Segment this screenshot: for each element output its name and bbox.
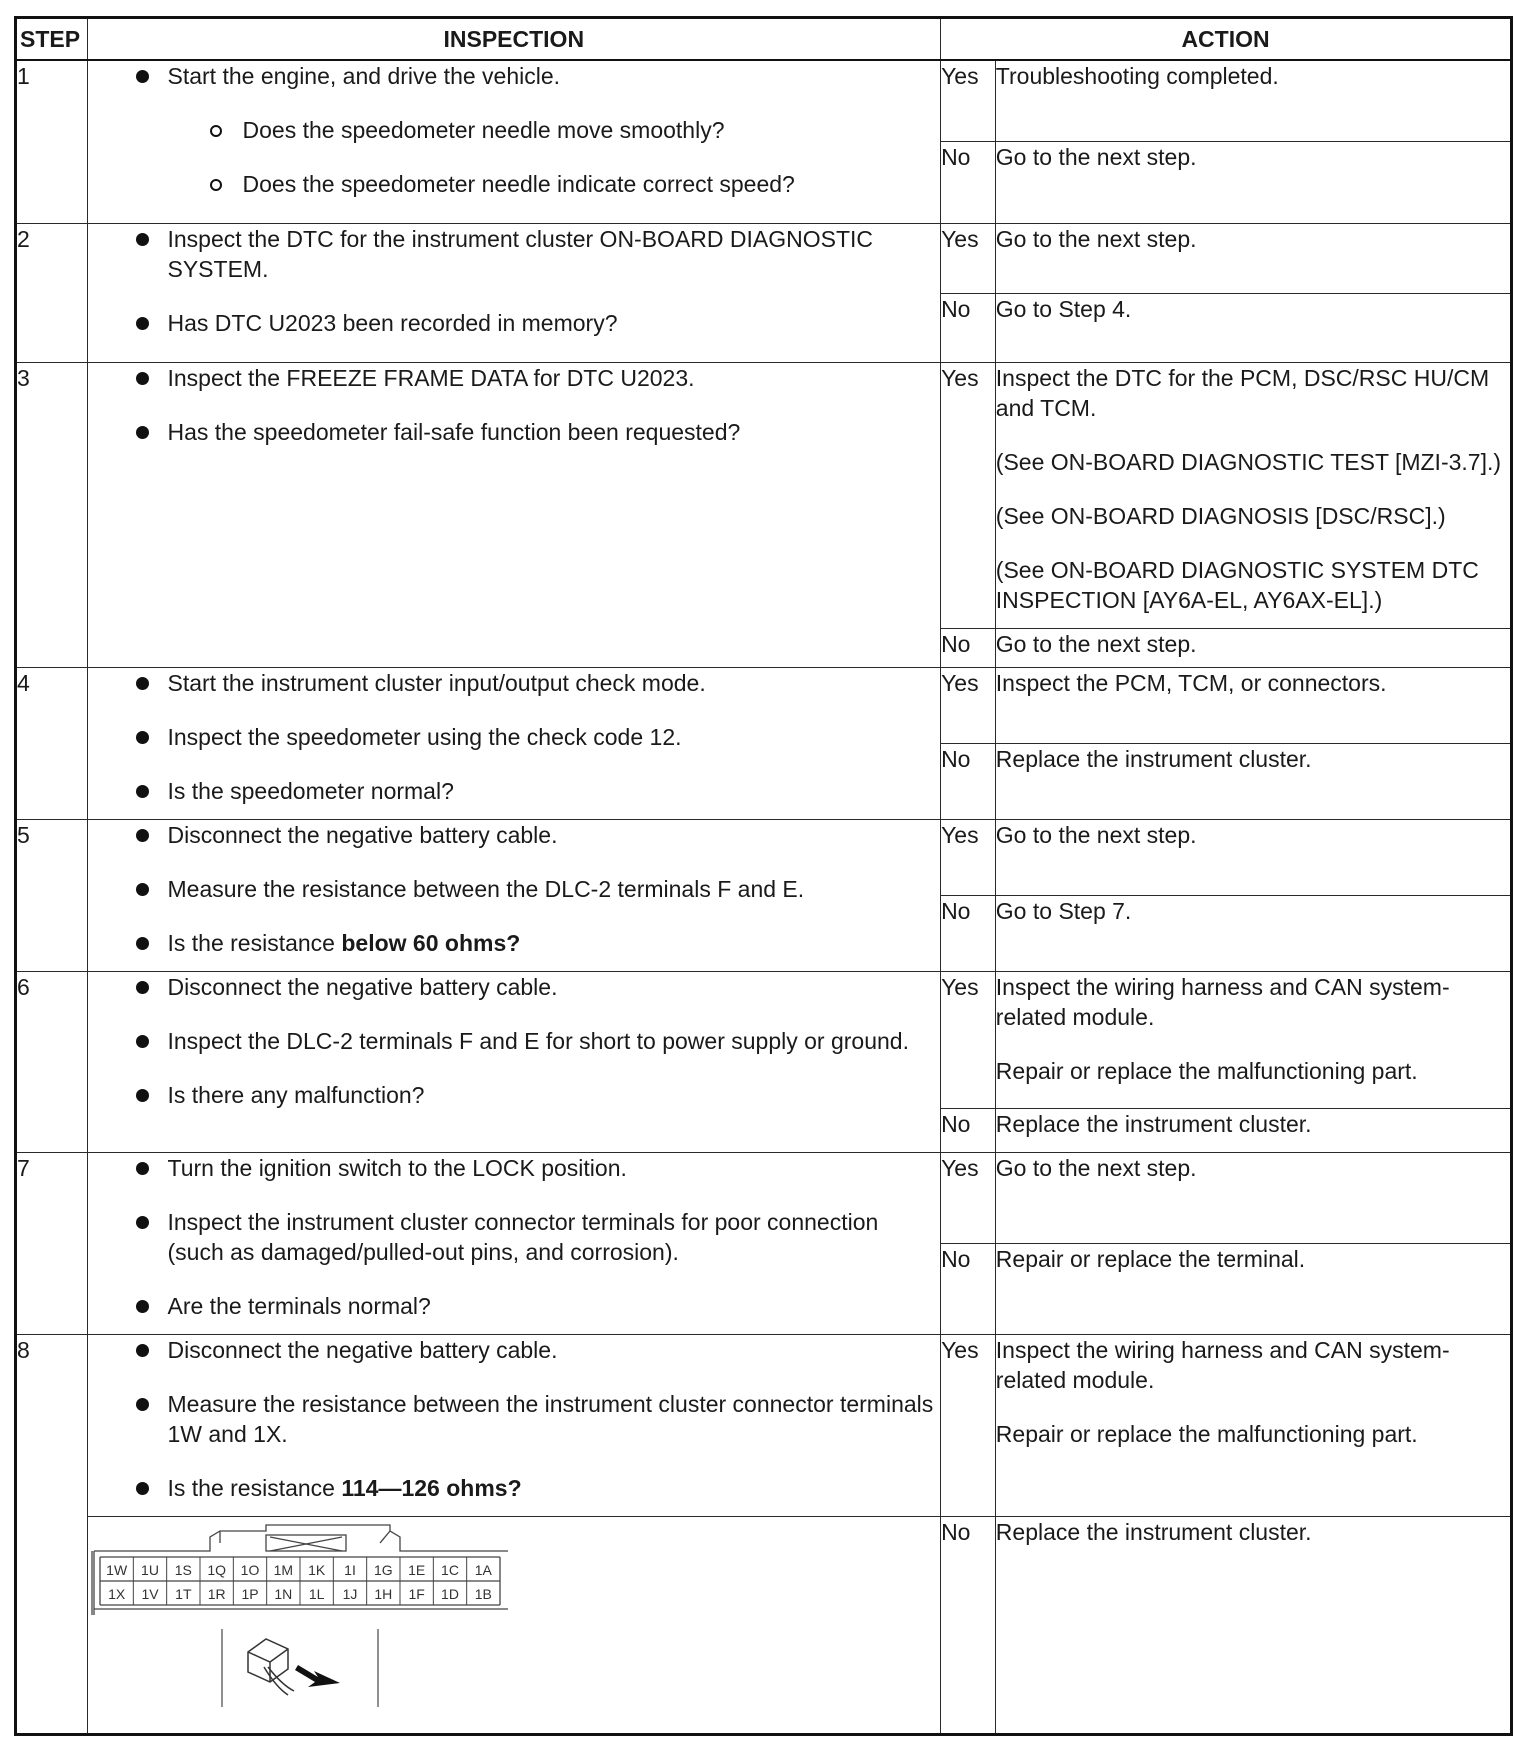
yes-action [995,668,1511,744]
step-1-row [16,60,1512,142]
connector-pin-label: 1D [440,1586,459,1602]
no-label: No [941,142,996,224]
action-text: Repair or replace the malfunctioning part. [995,1058,1418,1084]
no-action [995,293,1511,363]
bullet: Start the engine, and drive the vehicle. [88,61,941,91]
yes-action [995,224,1511,294]
connector-pin-label: 1O [240,1562,259,1578]
bullet: Inspect the speedometer using the check code 12. [88,722,941,752]
step-number: 7 [16,1153,88,1335]
action-text: Replace the instrument cluster. [995,746,1312,772]
step-inspection [87,224,941,363]
connector-diagram [88,1517,508,1727]
action-text: Inspect the wiring harness and CAN system-related module. [995,974,1450,1030]
step-number: 4 [16,668,88,820]
connector-pin-label: 1V [140,1586,159,1602]
step-7-row [16,1153,1512,1244]
step-2-row [16,224,1512,294]
connector-pin-label: 1R [207,1586,226,1602]
action-text: (See ON-BOARD DIAGNOSIS [DSC/RSC].) [995,503,1446,529]
step-8-row [16,1335,1512,1517]
step-number: 5 [16,820,88,972]
sub-bullet: Does the speedometer needle indicate correct speed? [88,169,941,199]
connector-pin-label: 1B [474,1586,492,1602]
yes-action [995,820,1511,896]
no-action [995,896,1511,972]
connector-pin-label: 1C [440,1562,459,1578]
connector-pin-label: 1W [105,1562,127,1578]
action-text: Go to Step 7. [995,898,1132,924]
step-number: 6 [16,972,88,1153]
no-label: No [941,629,996,668]
bullet: Inspect the DTC for the instrument cluster ON-BOARD DIAGNOSTIC SYSTEM. [88,224,941,284]
connector-pin-label: 1I [343,1562,356,1578]
yes-label: Yes [941,668,996,744]
step-inspection [87,363,941,668]
bullet: Inspect the instrument cluster connector terminals for poor connection (such as damaged/pulled-out pins, and corrosion). [88,1207,941,1267]
yes-action [995,363,1511,629]
step-5-row [16,820,1512,896]
action-text: Inspect the wiring harness and CAN system-related module. [995,1337,1450,1393]
connector-pin-label: 1F [407,1586,425,1602]
connector-pin-label: 1J [342,1586,357,1602]
connector-pin-label: 1H [373,1586,392,1602]
sub-bullet: Does the speedometer needle move smoothly? [88,115,941,145]
question-bullet: Is the resistance below 60 ohms? [88,928,941,958]
connector-pin-label: 1Q [206,1562,226,1578]
connector-pin-label: 1G [373,1562,393,1578]
yes-label: Yes [941,224,996,294]
action-text: (See ON-BOARD DIAGNOSTIC SYSTEM DTC INSPECTION [AY6A-EL, AY6AX-EL].) [995,557,1479,613]
yes-action [995,1153,1511,1244]
connector-pin-label: 1T [174,1586,192,1602]
bullet: Is there any malfunction? [88,1080,941,1110]
connector-icon [248,1639,294,1695]
no-action [995,744,1511,820]
connector-pin-label: 1S [174,1562,192,1578]
no-action [995,1109,1511,1153]
yes-action [995,60,1511,142]
yes-label: Yes [941,363,996,629]
action-text: Go to the next step. [995,144,1197,171]
header-action: ACTION [941,18,1512,61]
bullet: Are the terminals normal? [88,1291,941,1321]
header-inspection: INSPECTION [87,18,941,61]
step-inspection [87,668,941,820]
no-action [995,142,1511,224]
action-text: (See ON-BOARD DIAGNOSTIC TEST [MZI-3.7].) [995,449,1502,475]
yes-label: Yes [941,1153,996,1244]
bullet: Has DTC U2023 been recorded in memory? [88,308,941,338]
bullet: Measure the resistance between the instrument cluster connector terminals 1W and 1X. [88,1389,941,1449]
action-text: Repair or replace the terminal. [995,1246,1306,1272]
bullet: Measure the resistance between the DLC-2 terminals F and E. [88,874,941,904]
yes-label: Yes [941,1335,996,1517]
bullet: Inspect the FREEZE FRAME DATA for DTC U2023. [88,363,941,393]
no-action [995,1244,1511,1335]
action-text: Go to the next step. [995,226,1197,252]
no-label: No [941,293,996,363]
bullet: Start the instrument cluster input/output check mode. [88,668,941,698]
bullet: Disconnect the negative battery cable. [88,972,941,1002]
bullet: Turn the ignition switch to the LOCK position. [88,1153,941,1183]
no-label: No [941,1517,996,1735]
step-number: 2 [16,224,88,363]
yes-label: Yes [941,820,996,896]
connector-pin-label: 1K [307,1562,325,1578]
action-text: Go to the next step. [995,822,1197,848]
step-inspection [87,1335,941,1517]
no-label: No [941,744,996,820]
action-text: Go to Step 4. [995,295,1132,322]
header-row [16,18,1512,61]
connector-pin-label: 1L [308,1586,324,1602]
action-text: Repair or replace the malfunctioning part. [995,1421,1418,1447]
connector-pin-label: 1E [407,1562,425,1578]
step-number: 8 [16,1335,88,1735]
connector-pin-label: 1P [240,1586,259,1602]
action-text: Troubleshooting completed. [995,63,1279,89]
connector-pin-label: 1N [273,1586,292,1602]
yes-action [995,972,1511,1109]
connector-pin-label: 1A [474,1562,492,1578]
arrow-icon [295,1665,340,1687]
bullet: Disconnect the negative battery cable. [88,1335,941,1365]
header-step: STEP [16,18,88,61]
step-6-row [16,972,1512,1109]
bullet: Has the speedometer fail-safe function been requested? [88,417,941,447]
action-text: Go to the next step. [995,631,1197,657]
no-label: No [941,896,996,972]
yes-action [995,1335,1511,1517]
question-bullet: Is the resistance 114—126 ohms? [88,1473,941,1503]
step-inspection [87,1153,941,1335]
yes-label: Yes [941,60,996,142]
step-inspection [87,60,941,224]
connector-pin-label: 1M [273,1562,293,1578]
action-text: Inspect the PCM, TCM, or connectors. [995,670,1387,696]
no-action [995,1517,1511,1735]
bullet: Inspect the DLC-2 terminals F and E for short to power supply or ground. [88,1026,941,1056]
connector-pin-label: 1X [107,1586,125,1602]
action-text: Replace the instrument cluster. [995,1111,1312,1137]
connector-diagram-cell [87,1517,941,1735]
step-3-row [16,363,1512,629]
step-inspection [87,820,941,972]
bullet: Disconnect the negative battery cable. [88,820,941,850]
action-text: Replace the instrument cluster. [995,1519,1312,1545]
no-label: No [941,1244,996,1335]
troubleshooting-table [14,16,1513,1736]
step-4-row [16,668,1512,744]
step-inspection [87,972,941,1153]
step-number: 3 [16,363,88,668]
action-text: Inspect the DTC for the PCM, DSC/RSC HU/CM and TCM. [995,365,1490,421]
no-action [995,629,1511,668]
connector-pin-label: 1U [140,1562,159,1578]
no-label: No [941,1109,996,1153]
bullet: Is the speedometer normal? [88,776,941,806]
yes-label: Yes [941,972,996,1109]
action-text: Go to the next step. [995,1155,1197,1181]
step-number: 1 [16,60,88,224]
